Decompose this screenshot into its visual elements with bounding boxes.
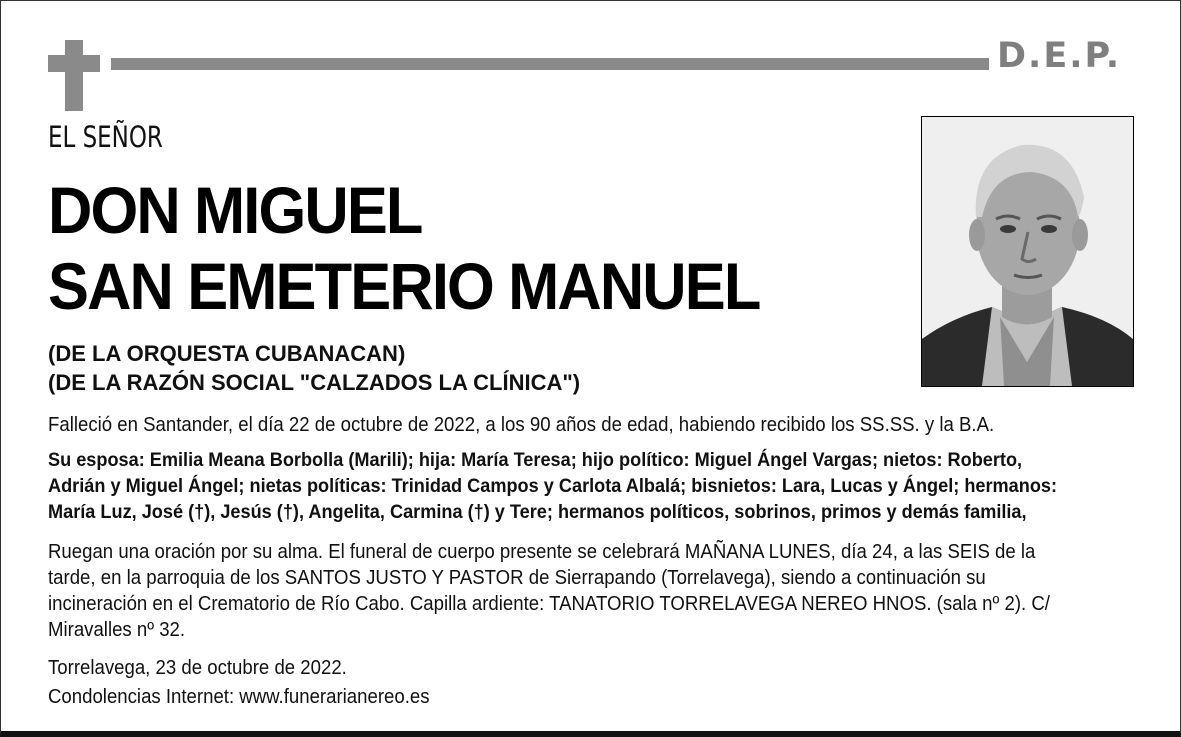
honorific: EL SEÑOR xyxy=(48,120,163,154)
portrait-icon xyxy=(922,117,1133,386)
dep-label: D.E.P. xyxy=(997,36,1122,76)
funeral-details: Ruegan una oración por su alma. El funeral de cuerpo presente se celebrará MAÑANA LUNES, día 24, a las SEIS de la tarde, en la parroquia de los SANTOS JUSTO Y PASTOR de Sierrapando (Torrelavega), siendo a continuación su incineración en el Crematorio de Río Cabo. Capilla ardiente: TANATORIO TORRELAVEGA NEREO HNOS. (sala nº 2). C/ Miravalles nº 32. xyxy=(48,541,1050,641)
condolences-line: Condolencias Internet: www.funerarianereo.es xyxy=(48,686,430,708)
cross-icon-vertical xyxy=(65,40,83,111)
header-rule xyxy=(111,58,989,70)
deceased-name-line2: SAN EMETERIO MANUEL xyxy=(48,249,760,323)
portrait-photo xyxy=(921,116,1134,387)
place-date: Torrelavega, 23 de octubre de 2022. xyxy=(48,657,347,679)
subtitle-company: (DE LA RAZÓN SOCIAL "CALZADOS LA CLÍNICA") xyxy=(48,370,581,395)
family-list: Su esposa: Emilia Meana Borbolla (Marili); hija: María Teresa; hijo político: Miguel Ángel Vargas; nietos: Roberto, Adrián y Miguel Ángel; nietas políticas: Trinidad Campos y Carlota Albalá; bisnietos: Lara, Lucas y Ángel; hermanos: María Luz, José (†), Jesús (†), Angelita, Carmina (†) y Tere; hermanos políticos, sobrinos, primos y demás familia, xyxy=(48,449,1058,523)
cross-icon-horizontal xyxy=(48,55,100,72)
deceased-name-line1: DON MIGUEL xyxy=(48,173,422,247)
death-notice-text: Falleció en Santander, el día 22 de octubre de 2022, a los 90 años de edad, habiendo recibido los SS.SS. y la B.A. xyxy=(48,414,995,436)
subtitle-orchestra: (DE LA ORQUESTA CUBANACAN) xyxy=(48,341,406,366)
